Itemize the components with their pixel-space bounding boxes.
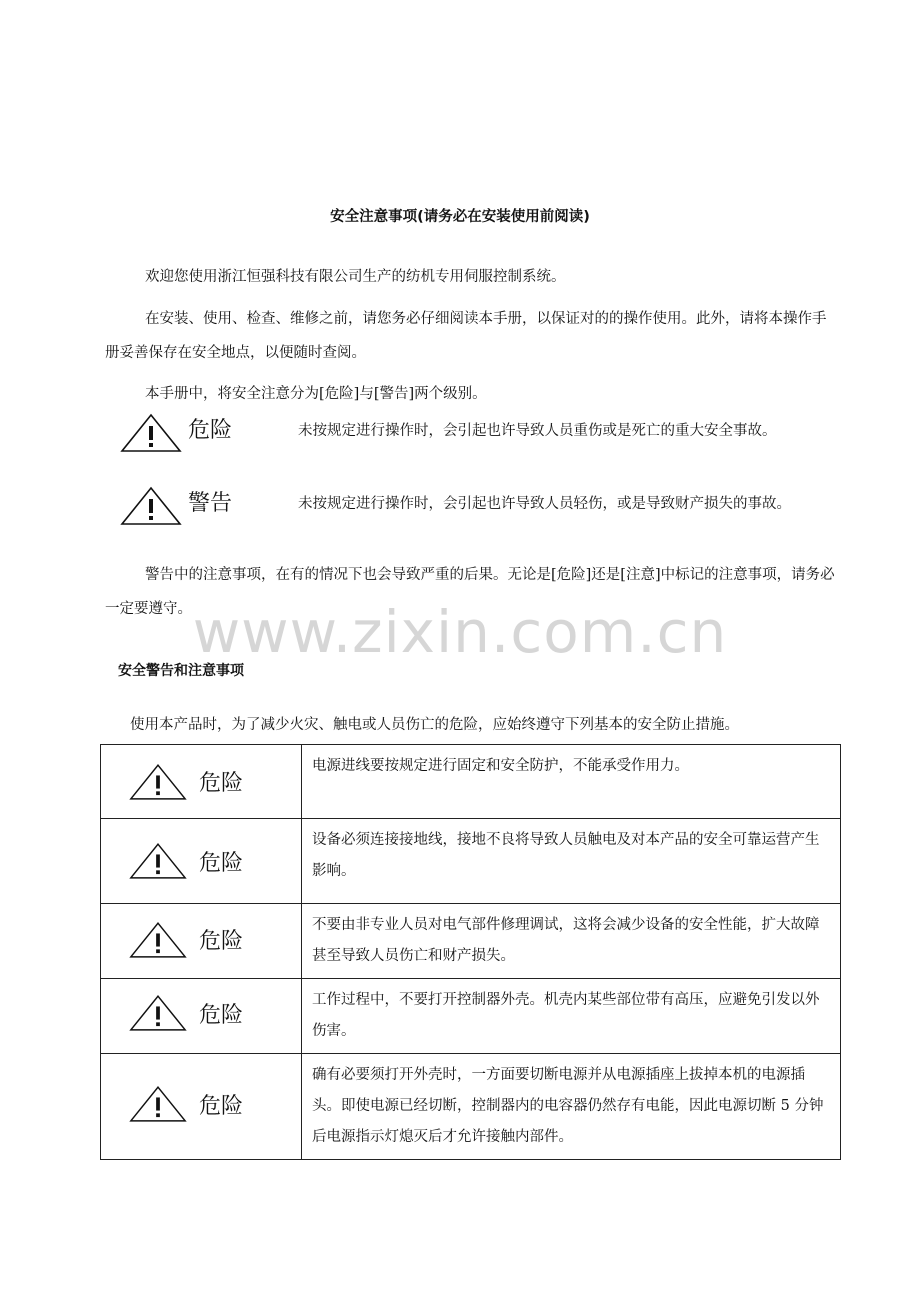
danger-label: 危险 [199,929,244,954]
paragraph-levels: 本手册中，将安全注意分为[危险]与[警告]两个级别。 [145,386,487,402]
table-row [101,819,841,904]
warning-triangle-icon [129,921,187,959]
danger-label: 危险 [199,1093,244,1119]
watermark: www.zixin.com.cn [192,598,728,666]
table-row [101,979,841,1054]
paragraph-welcome: 欢迎您使用浙江恒强科技有限公司生产的纺机专用伺服控制系统。 [145,269,566,285]
table-row [101,904,841,979]
warning-triangle-icon [120,486,182,526]
safety-table [100,744,841,1160]
page-title: 安全注意事项(请务必在安装使用前阅读) [330,209,590,225]
danger-cell [101,904,302,979]
danger-label: 危险 [199,771,244,796]
warning-triangle-icon [129,994,187,1032]
table-cell-text: 设备必须连接接地线，接地不良将导致人员触电及对本产品的安全可靠运营产生影响。 [302,819,841,904]
section-heading: 安全警告和注意事项 [118,663,244,679]
warning-triangle-icon [120,413,182,453]
table-row [101,1054,841,1160]
danger-level-row [120,413,860,473]
warning-triangle-icon [129,1085,187,1123]
table-cell-text: 电源进线要按规定进行固定和安全防护，不能承受作用力。 [302,745,841,819]
warning-label: 警告 [188,491,233,516]
paragraph-note: 警告中的注意事项，在有的情况下也会导致严重的后果。无论是[危险]还是[注意]中标记的注意事项，请务必一定要遵守。 [105,567,835,617]
danger-label: 危险 [199,850,244,876]
section-intro: 使用本产品时，为了减少火灾、触电或人员伤亡的危险，应始终遵守下列基本的安全防止措施。 [130,717,739,733]
warning-triangle-icon [129,763,187,801]
warning-triangle-icon [129,842,187,880]
table-cell-text: 确有必要须打开外壳时，一方面要切断电源并从电源插座上拔掉本机的电源插头。即使电源已经切断，控制器内的电容器仍然存有电能，因此电源切断 5 分钟后电源指示灯熄灭后才允许接触内部件。 [302,1054,841,1160]
danger-label: 危险 [188,418,233,443]
warning-description: 未按规定进行操作时，会引起也许导致人员轻伤，或是导致财产损失的事故。 [298,496,791,512]
table-cell-text: 不要由非专业人员对电气部件修理调试，这将会减少设备的安全性能，扩大故障甚至导致人员伤亡和财产损失。 [302,904,841,979]
danger-label: 危险 [199,1002,244,1028]
warning-level-row [120,486,860,546]
danger-cell [101,745,302,819]
table-row [101,745,841,819]
paragraph-instructions: 在安装、使用、检查、维修之前，请您务必仔细阅读本手册，以保证对的的操作使用。此外，请将本操作手册妥善保存在安全地点，以便随时查阅。 [105,311,827,361]
danger-cell [101,979,302,1054]
danger-description: 未按规定进行操作时，会引起也许导致人员重伤或是死亡的重大安全事故。 [298,423,777,439]
danger-cell [101,1054,302,1160]
danger-cell [101,819,302,904]
table-cell-text: 工作过程中，不要打开控制器外壳。机壳内某些部位带有高压，应避免引发以外伤害。 [302,979,841,1054]
